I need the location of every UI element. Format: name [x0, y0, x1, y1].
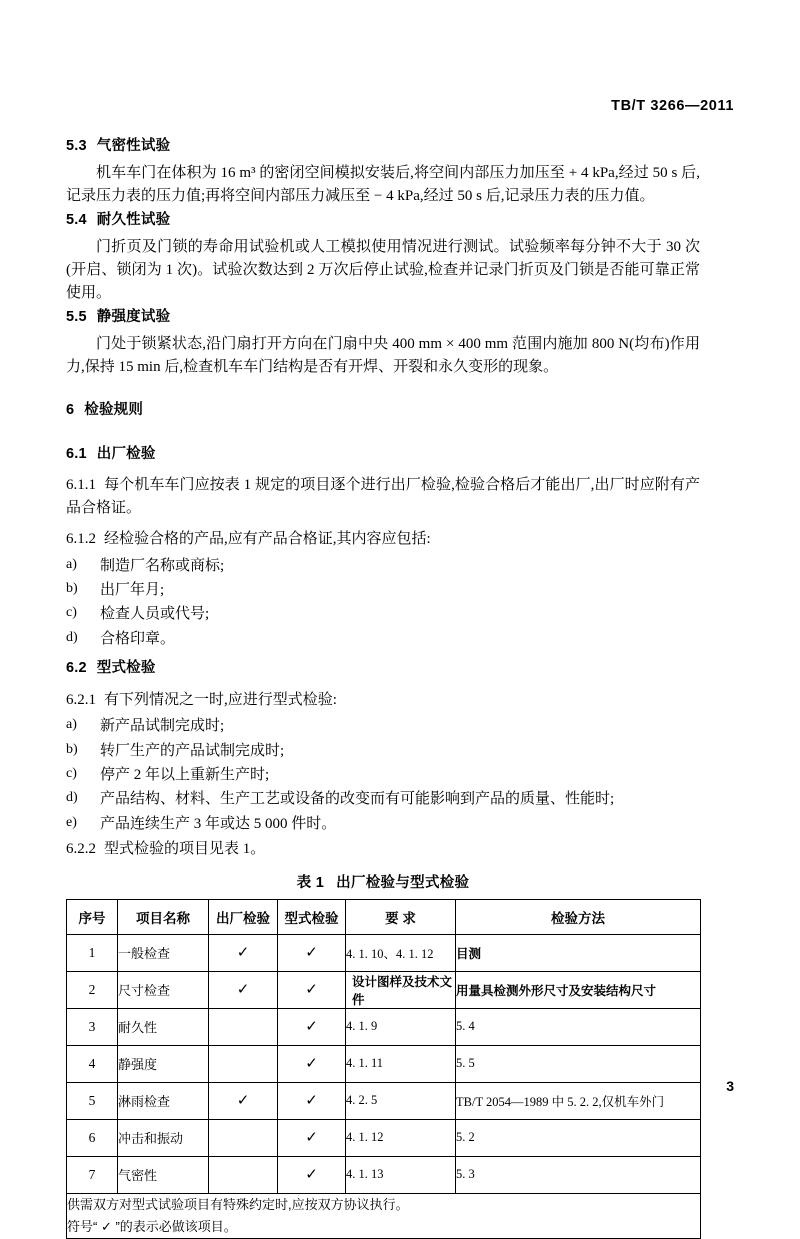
- table-body: [67, 934, 701, 1239]
- section-number-6-1: 6.1: [66, 445, 87, 462]
- cell-requirement: 4. 2. 5: [346, 1082, 456, 1119]
- col-header-name: 项目名称: [118, 899, 209, 934]
- section-number-6-2: 6.2: [66, 659, 87, 676]
- list-marker: b): [66, 581, 78, 597]
- list-item-text: 停产 2 年以上重新生产时;: [100, 767, 270, 784]
- spacer: [66, 382, 700, 400]
- cell-method: 用量具检测外形尺寸及安装结构尺寸: [456, 971, 701, 1008]
- cell-type-check: ✓: [278, 1119, 346, 1156]
- table-caption-title: 出厂检验与型式检验: [336, 874, 470, 891]
- table-row: [67, 934, 701, 971]
- section-title-5-4: 耐久性试验: [96, 212, 171, 229]
- cell-factory-check: ✓: [209, 934, 278, 971]
- cell-method: 5. 4: [456, 1008, 701, 1045]
- section-title-5-3: 气密性试验: [96, 138, 171, 154]
- cell-factory-check: ✓: [209, 971, 278, 1008]
- cell-requirement: 4. 1. 9: [346, 1008, 456, 1045]
- list-marker: c): [66, 766, 77, 782]
- section-body-5-3: 机车车门在体积为 16 m³ 的密闭空间模拟安装后,将空间内部压力加压至 + 4 kPa,经过 50 s 后,记录压力表的压力值;再将空间内部压力减压至 − 4 kPa,经过 50 s 后,记录压力表的压力值。: [66, 164, 700, 204]
- cell-name: 耐久性: [118, 1008, 209, 1045]
- section-title-6-2: 型式检验: [96, 659, 156, 676]
- section-number-5-3: 5.3: [66, 138, 87, 154]
- cell-method: TB/T 2054—1989 中 5. 2. 2,仅机车外门: [456, 1082, 701, 1119]
- cell-method: 5. 3: [456, 1156, 701, 1193]
- cell-name: 冲击和振动: [118, 1119, 209, 1156]
- cell-no: 1: [67, 934, 118, 971]
- cell-name: 静强度: [118, 1045, 209, 1082]
- cell-no: 3: [67, 1008, 118, 1045]
- cell-type-check: ✓: [278, 1008, 346, 1045]
- table-caption: [66, 871, 700, 892]
- table-header-row: [67, 899, 701, 934]
- page-number: 3: [726, 1078, 734, 1094]
- table-footnote: 供需双方对型式试验项目有特殊约定时,应按双方协议执行。: [67, 1196, 409, 1212]
- list-marker: e): [66, 814, 77, 830]
- cell-name: 一般检查: [118, 934, 209, 971]
- cell-name: 气密性: [118, 1156, 209, 1193]
- chapter-number-6: 6: [66, 401, 75, 418]
- inspection-table: [66, 899, 701, 1239]
- document-body-column: [66, 136, 700, 1239]
- list-item: [66, 578, 700, 602]
- cell-factory-check: [209, 1008, 278, 1045]
- section-body-5-5: 门处于锁紧状态,沿门扇打开方向在门扇中央 400 mm × 400 mm 范围内施加 800 N(均布)作用力,保持 15 min 后,检查机车车门结构是否有开焊、开裂和永久变形的现象。: [66, 336, 700, 376]
- list-item-text: 产品结构、材料、生产工艺或设备的改变而有可能影响到产品的质量、性能时;: [100, 791, 615, 808]
- section-number-5-4: 5.4: [66, 212, 87, 229]
- list-marker: d): [66, 629, 78, 645]
- cell-type-check: ✓: [278, 1045, 346, 1082]
- table-row: [67, 1008, 701, 1045]
- clause-text-6-1-2: 经检验合格的产品,应有产品合格证,其内容应包括:: [104, 530, 431, 547]
- clause-text-6-1-1: 每个机车车门应按表 1 规定的项目逐个进行出厂检验,检验合格后才能出厂,出厂时应附有产品合格证。: [66, 477, 700, 517]
- list-item: [66, 787, 700, 811]
- section-heading-5-3: [66, 136, 700, 158]
- list-item: [66, 714, 700, 738]
- table-header: [67, 899, 701, 934]
- cell-type-check: ✓: [278, 1082, 346, 1119]
- table-row: [67, 1082, 701, 1119]
- cell-method: 5. 2: [456, 1119, 701, 1156]
- col-header-no: 序号: [67, 899, 118, 934]
- list-item-text: 产品连续生产 3 年或达 5 000 件时。: [100, 815, 337, 832]
- list-item-text: 检查人员或代号;: [100, 606, 210, 623]
- list-marker: c): [66, 605, 77, 621]
- cell-no: 5: [67, 1082, 118, 1119]
- list-6-1-2: [66, 554, 700, 651]
- cell-requirement: 4. 1. 10、4. 1. 12: [346, 934, 456, 971]
- clause-text-6-2-1: 有下列情况之一时,应进行型式检验:: [104, 691, 337, 708]
- cell-no: 4: [67, 1045, 118, 1082]
- chapter-title-6: 检验规则: [84, 401, 144, 418]
- col-header-requirement: 要 求: [346, 899, 456, 934]
- section-title-6-1: 出厂检验: [96, 445, 156, 462]
- list-marker: a): [66, 717, 77, 733]
- list-item-text: 制造厂名称或商标;: [100, 557, 225, 574]
- table-row: [67, 1045, 701, 1082]
- table-footnote-row: [67, 1193, 701, 1239]
- cell-no: 6: [67, 1119, 118, 1156]
- cell-factory-check: [209, 1119, 278, 1156]
- cell-no: 7: [67, 1156, 118, 1193]
- list-item: [66, 812, 700, 836]
- table-caption-number: 表 1: [296, 874, 325, 891]
- cell-type-check: ✓: [278, 934, 346, 971]
- list-item: [66, 739, 700, 763]
- cell-type-check: ✓: [278, 971, 346, 1008]
- cell-name: 尺寸检查: [118, 971, 209, 1008]
- section-title-5-5: 静强度试验: [96, 309, 171, 326]
- list-item: [66, 763, 700, 787]
- list-6-2-1: [66, 714, 700, 835]
- cell-type-check: ✓: [278, 1156, 346, 1193]
- list-marker: a): [66, 556, 77, 572]
- cell-requirement: 4. 1. 12: [346, 1119, 456, 1156]
- table-row: [67, 971, 701, 1008]
- col-header-factory: 出厂检验: [209, 899, 278, 934]
- spacer: [66, 426, 700, 444]
- list-item-text: 出厂年月;: [100, 582, 165, 599]
- col-header-method: 检验方法: [456, 899, 701, 934]
- cell-requirement: 4. 1. 11: [346, 1045, 456, 1082]
- col-header-type: 型式检验: [278, 899, 346, 934]
- clause-text-6-2-2: 型式检验的项目见表 1。: [104, 840, 266, 857]
- list-item-text: 转厂生产的产品试制完成时;: [100, 742, 285, 759]
- table-footnotes: [67, 1193, 701, 1239]
- table-row: [67, 1119, 701, 1156]
- section-heading-6-2: [66, 658, 700, 680]
- cell-requirement: 设计图样及技术文件: [346, 971, 456, 1008]
- list-item-text: 合格印章。: [100, 630, 176, 647]
- section-heading-5-4: [66, 210, 700, 232]
- section-number-5-5: 5.5: [66, 309, 87, 326]
- clause-number-6-1-1: 6.1.1: [66, 477, 96, 494]
- clause-6-2-1: [66, 689, 700, 712]
- list-item: [66, 627, 700, 651]
- cell-factory-check: [209, 1156, 278, 1193]
- list-item: [66, 554, 700, 578]
- clause-6-1-2: [66, 528, 700, 551]
- cell-no: 2: [67, 971, 118, 1008]
- cell-factory-check: ✓: [209, 1082, 278, 1119]
- list-item: [66, 602, 700, 626]
- cell-method: 5. 5: [456, 1045, 701, 1082]
- clause-number-6-1-2: 6.1.2: [66, 530, 96, 547]
- clause-6-2-2: [66, 838, 700, 861]
- clause-number-6-2-1: 6.2.1: [66, 691, 96, 708]
- section-body-5-4: 门折页及门锁的寿命用试验机或人工模拟使用情况进行测试。试验频率每分钟不大于 30 次(开启、锁闭为 1 次)。试验次数达到 2 万次后停止试验,检查并记录门折页及门锁是否能可靠正常使用。: [66, 239, 700, 301]
- table-footnote: 符号“ ✓ ”的表示必做该项目。: [67, 1219, 237, 1235]
- section-heading-5-5: [66, 307, 700, 329]
- cell-requirement: 4. 1. 13: [346, 1156, 456, 1193]
- list-marker: d): [66, 790, 78, 806]
- clause-6-1-1: [66, 474, 700, 520]
- page-header-standard-number: TB/T 3266—2011: [611, 98, 734, 114]
- cell-method: 目测: [456, 934, 701, 971]
- table-row: [67, 1156, 701, 1193]
- list-marker: b): [66, 741, 78, 757]
- section-heading-6-1: [66, 444, 700, 466]
- list-item-text: 新产品试制完成时;: [100, 718, 225, 735]
- clause-number-6-2-2: 6.2.2: [66, 840, 96, 857]
- chapter-heading-6: [66, 400, 700, 422]
- cell-name: 淋雨检查: [118, 1082, 209, 1119]
- cell-factory-check: [209, 1045, 278, 1082]
